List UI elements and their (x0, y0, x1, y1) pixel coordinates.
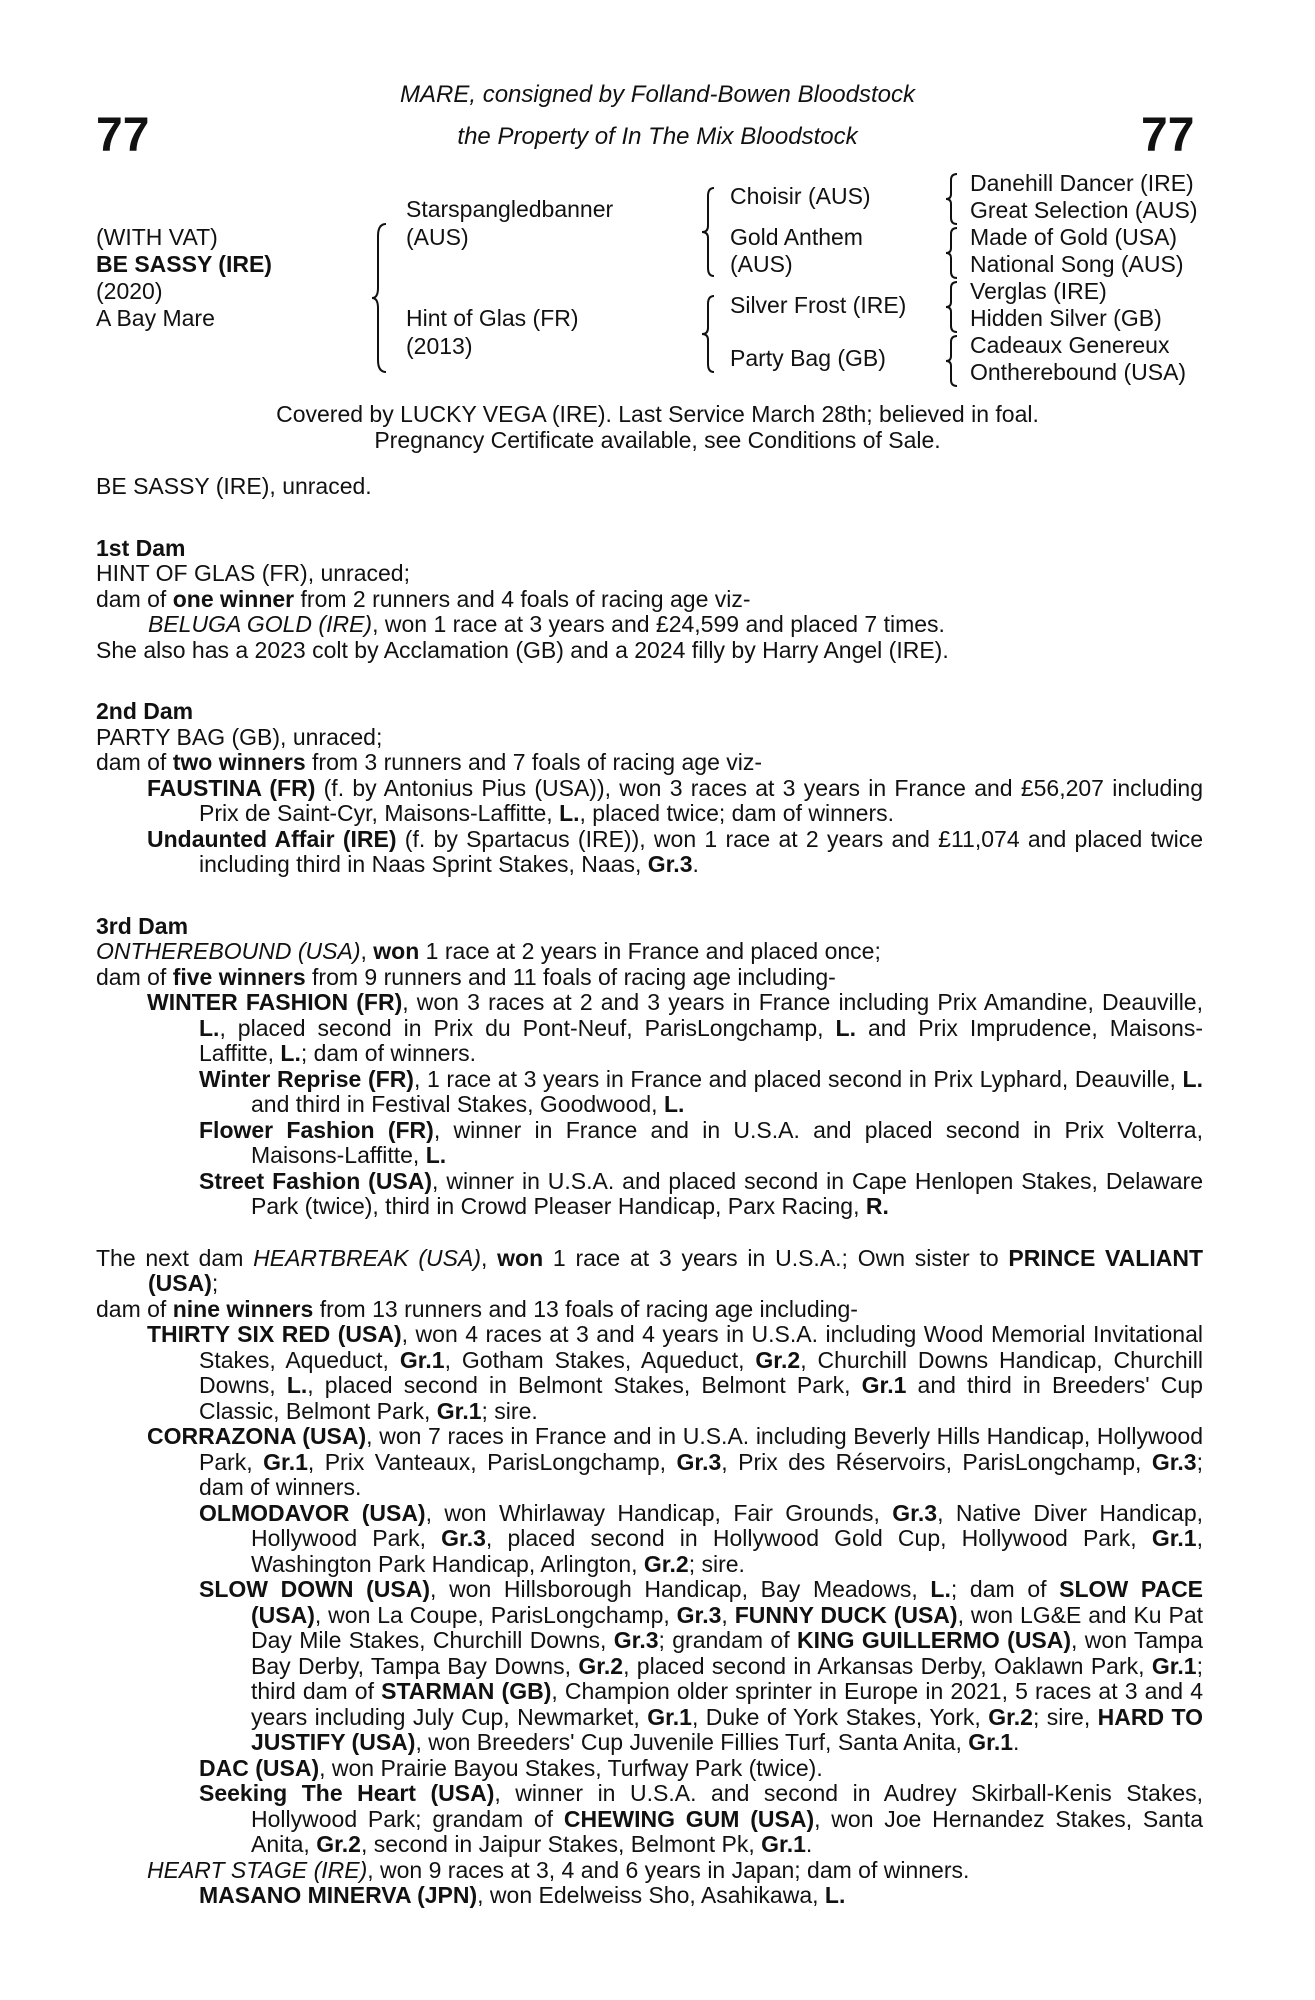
covered-note: Covered by LUCKY VEGA (IRE). Last Service March 28th; believed in foal. (276, 401, 1039, 427)
property-line: the Property of In The Mix Bloodstock (457, 123, 858, 150)
vat-label: (WITH VAT) (96, 224, 218, 250)
sire-dam: Gold Anthem (730, 224, 863, 250)
sire-dam-country: (AUS) (730, 251, 793, 277)
dam-sire: Silver Frost (IRE) (730, 292, 907, 318)
third-dam-line: ONTHEREBOUND (USA), won 1 race at 2 years in France and placed once; (96, 938, 881, 964)
first-dam-summary: dam of one winner from 2 runners and 4 foals of racing age viz- (96, 585, 751, 612)
first-dam-foals-note: She also has a 2023 colt by Acclamation (GB) and a 2024 filly by Harry Angel (IRE). (96, 636, 949, 663)
progeny-entry: SLOW DOWN (USA), won Hillsborough Handicap, Bay Meadows, L.; dam of SLOW PACE (USA), won La Coupe, ParisLongchamp, Gr.3, FUNNY DUCK (USA), won LG&E and Ku Pat Day Mile Stakes, Churchill Downs, Gr.3; grandam of KING GUILLERMO (USA), won Tampa Bay Derby, Tampa Bay Downs, Gr.2, placed second in Arkansas Derby, Oaklawn Park, Gr.1; third dam of STARMAN (GB), Champion older sprinter in Europe in 2021, 5 races at 3 and 4 years including July Cup, Newmarket, Gr.1, Duke of York Stakes, York, Gr.2; sire, HARD TO JUSTIFY (USA), won Breeders' Cup Juvenile Fillies Turf, Santa Anita, Gr.1. (199, 1576, 1204, 1755)
dam-name: Hint of Glas (FR) (406, 305, 579, 331)
ancestor-6: Hidden Silver (GB) (970, 305, 1162, 331)
pedigree-brace (944, 172, 960, 226)
progeny-entry: THIRTY SIX RED (USA), won 4 races at 3 and 4 years in U.S.A. including Wood Memorial Invitational Stakes, Aqueduct, Gr.1, Gotham Stakes, Aqueduct, Gr.2, Churchill Downs Handicap, Churchill Downs, L., placed second in Belmont Stakes, Belmont Park, Gr.1 and third in Breeders' Cup Classic, Belmont Park, Gr.1; sire. (147, 1321, 1203, 1424)
pregnancy-note: Pregnancy Certificate available, see Conditions of Sale. (374, 427, 941, 453)
third-dam-summary: dam of five winners from 9 runners and 11 foals of racing age including- (96, 963, 836, 990)
intro-line: BE SASSY (IRE), unraced. (96, 473, 372, 499)
progeny-entry: OLMODAVOR (USA), won Whirlaway Handicap, Fair Grounds, Gr.3, Native Diver Handicap, Hollywood Park, Gr.3, placed second in Hollywood Gold Cup, Hollywood Park, Gr.1, Washington Park Handicap, Arlington, Gr.2; sire. (199, 1499, 1204, 1577)
progeny-entry: Seeking The Heart (USA), winner in U.S.A. and second in Audrey Skirball-Kenis Stakes, Hollywood Park; grandam of CHEWING GUM (USA), won Joe Hernandez Stakes, Santa Anita, Gr.2, second in Jaipur Stakes, Belmont Pk, Gr.1. (199, 1780, 1204, 1857)
pedigree-brace (700, 186, 718, 278)
progeny-entry: BELUGA GOLD (IRE), won 1 race at 3 years and £24,599 and placed 7 times. (148, 611, 945, 637)
progeny-entry: CORRAZONA (USA), won 7 races in France and in U.S.A. including Beverly Hills Handicap, Hollywood Park, Gr.1, Prix Vanteaux, ParisLongchamp, Gr.3, Prix des Réservoirs, ParisLongchamp, Gr.3; dam of winners. (147, 1423, 1203, 1500)
second-dam-heading: 2nd Dam (96, 698, 194, 724)
ancestor-7: Cadeaux Genereux (970, 332, 1170, 358)
pedigree-brace (944, 280, 960, 334)
next-dam-summary: dam of nine winners from 13 runners and 13 foals of racing age including- (96, 1295, 858, 1322)
ancestor-2: Great Selection (AUS) (970, 197, 1198, 223)
first-dam-line: HINT OF GLAS (FR), unraced; (96, 560, 410, 586)
sire-sire: Choisir (AUS) (730, 183, 871, 209)
second-dam-line: PARTY BAG (GB), unraced; (96, 723, 383, 750)
pedigree-brace (370, 222, 390, 374)
progeny-entry: WINTER FASHION (FR), won 3 races at 2 and 3 years in France including Prix Amandine, Deauville, L., placed second in Prix du Pont-Neuf, ParisLongchamp, L. and Prix Imprudence, Maisons-Laffitte, L.; dam of winners. (147, 989, 1203, 1066)
pedigree-brace (944, 334, 960, 388)
catalogue-body (96, 474, 1203, 1909)
dam-dam: Party Bag (GB) (730, 345, 886, 371)
progeny-entry: MASANO MINERVA (JPN), won Edelweiss Sho, Asahikawa, L. (199, 1882, 846, 1908)
pedigree-brace (700, 294, 718, 374)
horse-name: BE SASSY (IRE) (96, 251, 272, 277)
next-dam-line: The next dam HEARTBREAK (USA), won 1 race at 3 years in U.S.A.; Own sister to PRINCE VALIANT (USA); (96, 1244, 1203, 1296)
ancestor-3: Made of Gold (USA) (970, 224, 1178, 250)
horse-year: (2020) (96, 278, 163, 304)
progeny-entry: FAUSTINA (FR) (f. by Antonius Pius (USA)), won 3 races at 3 years in France and £56,207 including Prix de Saint-Cyr, Maisons-Laffitte, L., placed twice; dam of winners. (147, 774, 1204, 826)
ancestor-1: Danehill Dancer (IRE) (970, 170, 1194, 196)
lot-number-left: 77 (96, 109, 150, 162)
progeny-entry: Winter Reprise (FR), 1 race at 3 years in France and placed second in Prix Lyphard, Deauville, L. and third in Festival Stakes, Goodwood, L. (199, 1065, 1203, 1117)
ancestor-5: Verglas (IRE) (970, 278, 1107, 304)
third-dam-heading: 3rd Dam (96, 912, 189, 939)
dam-year: (2013) (406, 333, 473, 359)
ancestor-8: Ontherebound (USA) (970, 359, 1187, 385)
progeny-entry: Flower Fashion (FR), winner in France and in U.S.A. and placed second in Prix Volterra, Maisons-Laffitte, L. (199, 1116, 1203, 1168)
lot-number-right: 77 (1141, 109, 1195, 162)
first-dam-heading: 1st Dam (96, 534, 186, 561)
progeny-entry: Street Fashion (USA), winner in U.S.A. and placed second in Cape Henlopen Stakes, Delaware Park (twice), third in Crowd Pleaser Handicap, Parx Racing, R. (199, 1167, 1203, 1219)
progeny-entry: Undaunted Affair (IRE) (f. by Spartacus (IRE)), won 1 race at 2 years and £11,074 and placed twice including third in Naas Sprint Stakes, Naas, Gr.3. (147, 825, 1203, 877)
second-dam-summary: dam of two winners from 3 runners and 7 foals of racing age viz- (96, 749, 763, 775)
sire-name: Starspangledbanner (406, 196, 614, 222)
progeny-entry: HEART STAGE (IRE), won 9 races at 3, 4 and 6 years in Japan; dam of winners. (147, 1856, 970, 1883)
horse-description: A Bay Mare (96, 305, 215, 331)
consignor-line: MARE, consigned by Folland-Bowen Bloodstock (400, 81, 915, 108)
sire-country: (AUS) (406, 224, 469, 250)
pedigree-brace (944, 226, 960, 280)
ancestor-4: National Song (AUS) (970, 251, 1184, 277)
progeny-entry: DAC (USA), won Prairie Bayou Stakes, Turfway Park (twice). (199, 1754, 823, 1781)
